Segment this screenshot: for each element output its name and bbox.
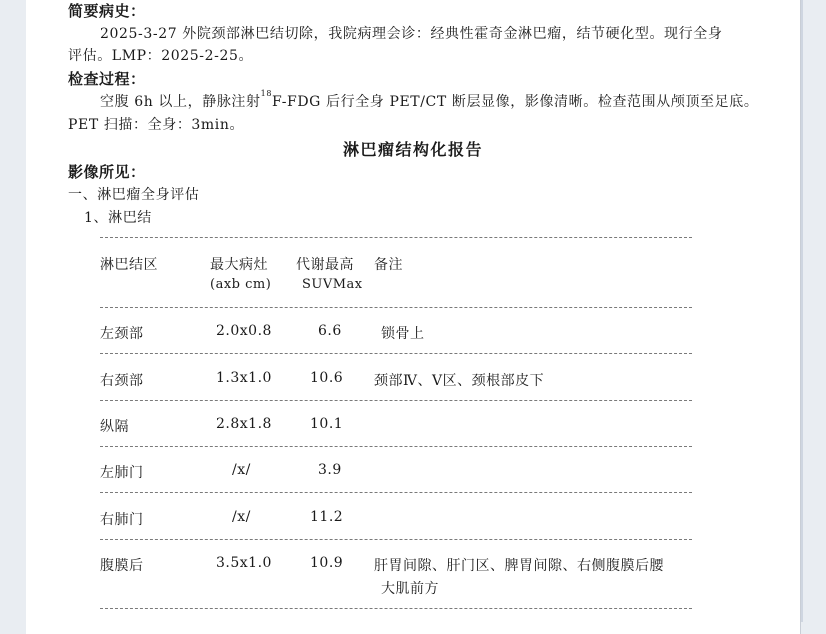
header-region: 淋巴结区 (100, 257, 158, 273)
row-suv: 11.2 (310, 509, 344, 525)
report-title: 淋巴瘤结构化报告 (343, 140, 484, 159)
row-note: 肝胃间隙、肝门区、脾胃间隙、右侧腹膜后腰 (374, 558, 664, 574)
row-size: 2.0x0.8 (216, 323, 272, 339)
row-region: 右颈部 (100, 373, 144, 389)
row-region: 右肺门 (100, 512, 144, 528)
procedure-line-1 (100, 91, 758, 111)
report-page (26, 0, 801, 634)
row-region: 纵隔 (100, 419, 129, 435)
header-lesion: 最大病灶 (210, 257, 268, 273)
row-size: 1.3x1.0 (216, 370, 272, 386)
procedure-heading: 检查过程： (68, 70, 146, 88)
history-line-2: 评估。LMP：2025-2-25。 (68, 48, 254, 64)
header-note: 备注 (374, 257, 403, 273)
header-suv-unit: SUVMax (302, 277, 363, 292)
table-rule (100, 608, 692, 609)
row-suv: 10.9 (310, 555, 344, 571)
header-lesion-unit: (axb cm) (210, 277, 272, 292)
row-suv: 6.6 (318, 323, 342, 339)
row-note-continued: 大肌前方 (381, 581, 439, 597)
header-suv: 代谢最高 (296, 257, 354, 273)
table-rule (100, 400, 692, 401)
row-size: /x/ (232, 462, 251, 478)
row-region: 左颈部 (100, 326, 144, 342)
row-note: 颈部Ⅳ、Ⅴ区、颈根部皮下 (374, 373, 545, 389)
procedure-line-1-post: F-FDG 后行全身 PET/CT 断层显像，影像清晰。检查范围从颅顶至足底。 (272, 94, 759, 110)
table-rule (100, 307, 692, 308)
findings-heading: 影像所见： (68, 163, 146, 181)
row-suv: 10.6 (310, 370, 344, 386)
subsection-lymph-nodes: 1、淋巴结 (84, 210, 152, 226)
table-rule (100, 539, 692, 540)
history-line-1: 2025-3-27 外院颈部淋巴结切除，我院病理会诊：经典性霍奇金淋巴瘤，结节硬化型。现行全身 (100, 26, 723, 42)
isotope-superscript: 18 (260, 89, 273, 98)
table-rule (100, 446, 692, 447)
row-suv: 10.1 (310, 416, 344, 432)
table-rule (100, 237, 692, 238)
row-note: 锁骨上 (381, 326, 425, 342)
row-size: /x/ (232, 509, 251, 525)
row-size: 3.5x1.0 (216, 555, 272, 571)
row-size: 2.8x1.8 (216, 416, 272, 432)
table-rule (100, 353, 692, 354)
procedure-line-1-pre: 空腹 6h 以上，静脉注射 (100, 94, 261, 110)
row-suv: 3.9 (318, 462, 342, 478)
table-rule (100, 492, 692, 493)
history-heading: 简要病史： (68, 2, 146, 20)
section-whole-body: 一、淋巴瘤全身评估 (68, 187, 200, 203)
row-region: 腹膜后 (100, 558, 144, 574)
row-region: 左肺门 (100, 465, 144, 481)
procedure-line-2: PET 扫描：全身：3min。 (68, 117, 245, 133)
